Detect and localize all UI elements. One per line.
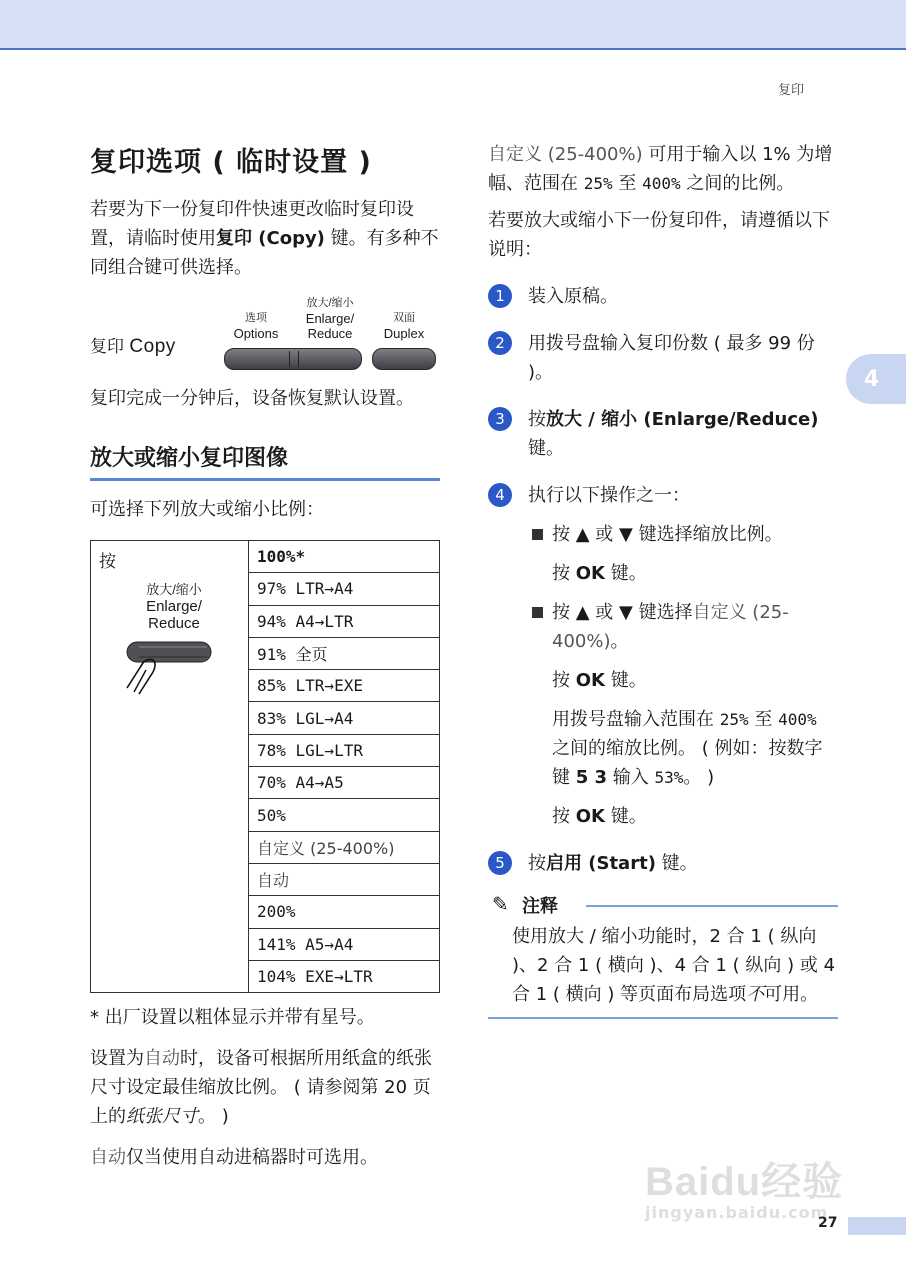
watermark-main: Baidu经验 [645,1160,844,1204]
bullet-select-ratio [528,520,838,549]
ratio-cell: 78% LGL→LTR [249,734,440,766]
bullet-2-text [552,598,838,656]
duplex-en: Duplex [383,326,425,341]
step-3-number: 3 [488,407,512,431]
bullet-square [532,607,543,618]
note-body-a: 使用放大 / 缩小功能时，2 合 1 ( 纵向 )、2 合 1 ( 横向 )、4 合 1 ( 纵向 ) 或 4 合 1 ( 横向 ) 等页面布局选项 [512,926,836,1005]
intro-text: 若要为下一份复印件快速更改临时复印设置，请临时使用 [90,199,414,249]
step-5-b: 键。 [655,853,698,874]
ratio-cell: 97% LTR→A4 [249,573,440,605]
enlarge-en2: Reduce [307,326,353,341]
page-number-bar [848,1217,906,1235]
copy-zh: 复印 [90,337,124,357]
footnote: * 出厂设置以粗体显示并带有星号。 [90,1007,375,1029]
ratio-cell: 200% [249,896,440,928]
auto-option-2: 自动 [90,1147,126,1169]
copy-key-name: 复印 (Copy) [216,228,325,249]
subheading-enlarge-reduce: 放大或缩小复印图像 [90,441,440,481]
ratio-cell: 141% A5→A4 [249,928,440,960]
paper-size-ref: 纸张尺寸 [126,1106,198,1128]
note-body-b: 可用。 [764,984,819,1005]
custom-range-paragraph [488,140,838,198]
step-2-number: 2 [488,331,512,355]
reset-paragraph: 复印完成一分钟后，设备恢复默认设置。 [90,388,414,409]
options-enlarge-key[interactable] [224,348,362,370]
duplex-key-label [374,311,434,341]
step-1-text: 装入原稿。 [528,286,618,307]
page-number: 27 [818,1215,838,1231]
enlarge-en1: Enlarge/ [305,311,355,326]
ratio-cell: 自定义 (25-400%) [249,831,440,863]
enlarge-key-label [290,296,370,341]
custom-option: 自定义 (25-400%) [488,144,643,165]
dial-e: 。 ) [683,767,715,788]
section-label: 复印 [777,83,804,98]
top-banner [0,0,906,50]
ratio-cell: 100%* [249,541,440,573]
step-3-a: 按 [528,409,546,430]
press-ok-b: 键。 [604,806,647,827]
dial-b: 至 [748,709,779,730]
ratio-cell: 85% LTR→EXE [249,670,440,702]
step-5-number: 5 [488,851,512,875]
ratio-cell: 94% A4→LTR [249,605,440,637]
note-rule [586,905,838,907]
step-1 [488,282,838,311]
dial-d: 输入 [607,767,655,788]
press-ok-a: 按 [552,563,576,584]
dial-keys: 5 3 [575,767,608,788]
ratio-cell: 104% EXE→LTR [249,960,440,992]
step-4-text: 执行以下操作之一： [528,485,690,506]
bullet-2-custom: 自定义 (25-400%) [552,602,789,652]
ok-key: OK [575,806,605,827]
step-5-text [528,849,838,878]
dial-c: 之间的缩放比例。 ( 例如：按数字键 [552,738,823,788]
chapter-tab [846,354,906,404]
watermark-url: jingyan.baidu.com [645,1203,829,1222]
dial-max: 400% [778,710,817,729]
note-bottom-rule [488,1017,838,1019]
auto-text-a: 设置为 [90,1048,144,1070]
note-body-not: 不 [746,984,765,1005]
enlarge-reduce-key: 放大 / 缩小 (Enlarge/Reduce) [546,409,819,430]
intro-paragraph [90,195,440,282]
step-5 [488,849,838,878]
auto-paragraph [90,1044,440,1131]
duplex-key[interactable] [372,348,436,370]
choose-ratio-text: 可选择下列放大或缩小比例： [90,499,324,520]
ratio-cell: 70% A4→A5 [249,767,440,799]
table-row [91,541,440,573]
custom-min: 25% [583,174,613,193]
auto-text-c: 。 ) [198,1106,229,1128]
press-label: 按 [99,552,116,572]
press-ok-2 [528,666,838,695]
note-header [488,892,838,918]
ratio-cell: 91% 全页 [249,637,440,669]
copy-en: Copy [129,336,176,357]
start-key: 启用 (Start) [546,853,656,874]
custom-text-d: 之间的比例。 [680,173,795,194]
step-4-number: 4 [488,483,512,507]
ratio-cell: 83% LGL→A4 [249,702,440,734]
press-ok-a: 按 [552,670,576,691]
step-1-number: 1 [488,284,512,308]
step-3-text [528,405,838,463]
ok-key: OK [575,670,605,691]
finger-press-icon [119,632,229,698]
page-title: 复印选项 ( 临时设置 ) [90,147,372,178]
note-title: 注释 [522,896,558,917]
custom-text-b: 可用于输入以 1% 为增幅、范围在 [488,144,833,194]
options-key-label [226,311,286,341]
right-column [488,140,838,1019]
auto-only-paragraph [90,1143,440,1172]
ratio-cell: 自动 [249,863,440,895]
intro-text-end: 键。有多种不同组合键可供选择。 [90,228,439,278]
custom-text-c: 至 [612,173,643,194]
options-en: Options [233,326,279,341]
press-ok-b: 键。 [604,670,647,691]
ratio-table [90,540,440,993]
btn-en2: Reduce [148,615,200,632]
enlarge-reduce-button-illustration [119,581,229,702]
dial-paragraph [528,705,838,792]
auto-option: 自动 [144,1048,180,1070]
ok-key: OK [575,563,605,584]
auto-only-text: 仅当使用自动进稿器时可选用。 [126,1147,378,1169]
press-ok-b: 键。 [604,563,647,584]
btn-en1: Enlarge/ [146,598,202,615]
press-cell [91,541,249,993]
press-ok-a: 按 [552,806,576,827]
dial-min: 25% [719,710,749,729]
bullet-2-a: 按 ▲ 或 ▼ 键选择 [552,602,693,623]
ratio-cell: 50% [249,799,440,831]
key-divider [289,351,299,367]
step-2 [488,329,838,387]
bullet-select-custom [528,598,838,656]
custom-max: 400% [642,174,681,193]
left-column [90,140,440,1172]
step-2-text: 用拨号盘输入复印份数 ( 最多 99 份 )。 [528,333,815,383]
step-3 [488,405,838,463]
auto-text-b: 时，设备可根据所用纸盒的纸张尺寸设定最佳缩放比例。 ( 请参阅第 20 页上的 [90,1048,432,1128]
press-ok-1 [528,559,838,588]
dial-a: 用拨号盘输入范围在 [552,709,720,730]
options-zh: 选项 [245,312,267,324]
note-body [488,922,838,1009]
copy-key-label [90,332,176,358]
dial-example: 53% [654,768,684,787]
bullet-2-b: 。 [610,631,629,652]
step-3-b: 键。 [528,438,564,459]
bullet-1-text: 按 ▲ 或 ▼ 键选择缩放比例。 [552,524,783,545]
step-4 [488,481,838,831]
duplex-zh: 双面 [393,312,415,324]
instructions-paragraph: 若要放大或缩小下一份复印件，请遵循以下说明： [488,210,830,260]
chapter-number: 4 [864,366,880,392]
step-5-a: 按 [528,853,546,874]
pencil-note-icon: ✎ [492,892,509,916]
enlarge-zh: 放大/缩小 [306,297,354,309]
bullet-square [532,529,543,540]
press-ok-3 [528,802,838,831]
control-panel-illustration [90,296,440,376]
btn-zh: 放大/缩小 [146,582,202,597]
